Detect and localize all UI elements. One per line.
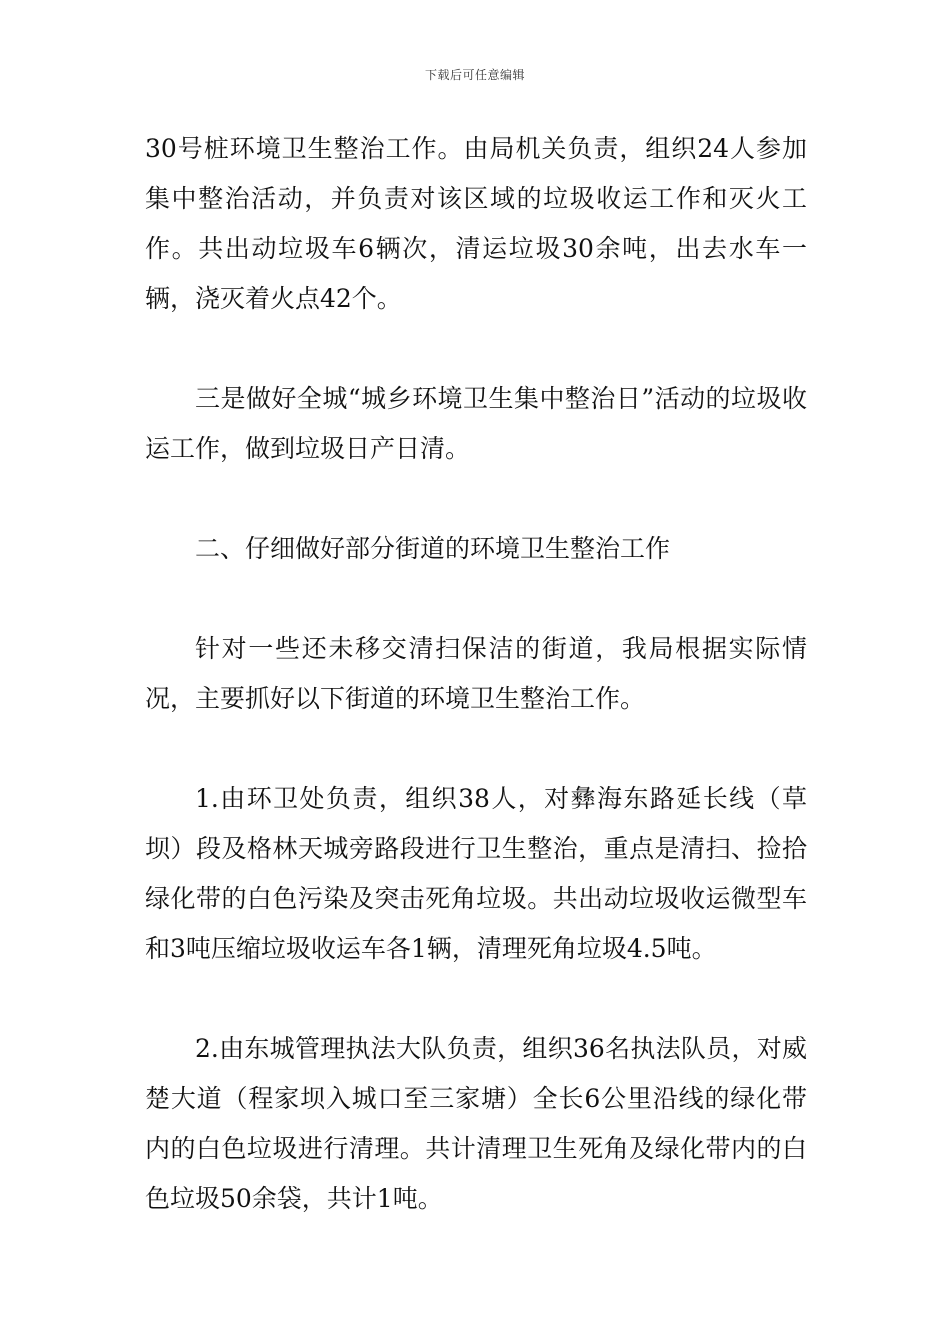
document-body — [145, 124, 807, 1224]
paragraph-point-three: 三是做好全城“城乡环境卫生集中整治日”活动的垃圾收运工作，做到垃圾日产日清。 — [145, 384, 807, 463]
section-heading: 二、仔细做好部分街道的环境卫生整治工作 — [195, 534, 671, 563]
paragraph-item-2: 2.由东城管理执法大队负责，组织36名执法队员，对威楚大道（程家坝入城口至三家塘）全长6公里沿线的绿化带内的白色垃圾进行清理。共计清理卫生死角及绿化带内的白色垃圾50余袋，共计1吨。 — [145, 1034, 807, 1213]
paragraph-gap — [145, 724, 807, 774]
page-header: 下载后可任意编辑 — [424, 68, 525, 82]
paragraph-continuation: 30号桩环境卫生整治工作。由局机关负责，组织24人参加集中整治活动，并负责对该区域的垃圾收运工作和灭火工作。共出动垃圾车6辆次，清运垃圾30余吨，出去水车一辆，浇灭着火点42个。 — [145, 134, 807, 313]
paragraph-gap — [145, 474, 807, 524]
paragraph-gap — [145, 974, 807, 1024]
paragraph-item-1: 1.由环卫处负责，组织38人，对彝海东路延长线（草坝）段及格林天城旁路段进行卫生整治，重点是清扫、捡拾绿化带的白色污染及突击死角垃圾。共出动垃圾收运微型车和3吨压缩垃圾收运车各1辆，清理死角垃圾4.5吨。 — [145, 784, 807, 963]
paragraph-gap — [145, 324, 807, 374]
paragraph-intro: 针对一些还未移交清扫保洁的街道，我局根据实际情况，主要抓好以下街道的环境卫生整治工作。 — [145, 634, 807, 713]
paragraph-gap — [145, 574, 807, 624]
